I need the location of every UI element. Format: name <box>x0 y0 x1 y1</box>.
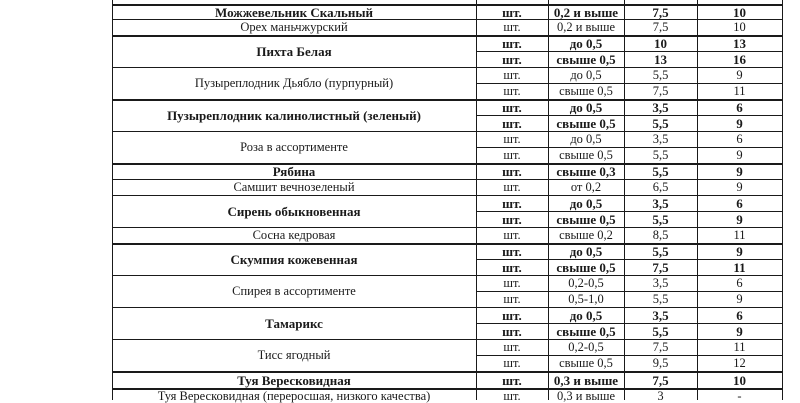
size-cell: 0,3 и выше <box>553 372 619 388</box>
row-rule <box>112 67 783 68</box>
item-name: Тамарикс <box>265 316 323 331</box>
row-rule <box>112 227 783 228</box>
item-name: Самшит вечнозеленый <box>233 180 355 194</box>
price2-cell: 9 <box>736 180 743 194</box>
item-name: Сосна кедровая <box>252 228 336 242</box>
size-cell: свыше 0,2 <box>559 228 613 242</box>
size-cell: свыше 0,5 <box>556 212 616 227</box>
unit-cell: шт. <box>503 20 521 34</box>
price2-cell: 9 <box>736 292 743 306</box>
price2-cell: 9 <box>736 148 743 162</box>
price-cell: 7,5 <box>652 4 669 20</box>
price-cell: 3,5 <box>652 308 669 323</box>
size-cell: 0,5-1,0 <box>568 292 604 306</box>
unit-cell: шт. <box>502 324 522 339</box>
size-cell: до 0,5 <box>569 244 603 259</box>
size-cell: свыше 0,5 <box>559 84 613 98</box>
item-name: Сирень обыкновенная <box>227 204 361 219</box>
price2-cell: 9 <box>736 324 743 339</box>
unit-cell: шт. <box>503 148 521 162</box>
price-cell: 3,5 <box>652 196 669 211</box>
size-cell: свыше 0,5 <box>556 52 616 67</box>
price2-cell: 11 <box>733 260 746 275</box>
unit-cell: шт. <box>502 308 522 323</box>
unit-cell: шт. <box>502 372 522 388</box>
column-rule <box>782 0 783 400</box>
price2-cell: 12 <box>733 356 746 370</box>
price-cell: 7,5 <box>652 340 669 354</box>
price2-cell: 6 <box>736 308 743 323</box>
price-cell: 6,5 <box>652 180 669 194</box>
price-cell: 5,5 <box>652 292 669 306</box>
unit-cell: шт. <box>502 100 522 115</box>
price2-cell: 11 <box>733 340 746 354</box>
price-cell: 5,5 <box>652 212 669 227</box>
item-name: Тисс ягодный <box>257 348 331 362</box>
price2-cell: 9 <box>736 244 743 259</box>
row-rule <box>112 179 783 180</box>
price2-cell: 10 <box>733 4 746 20</box>
price2-cell: 6 <box>736 100 743 115</box>
unit-cell: шт. <box>502 116 522 131</box>
unit-cell: шт. <box>503 356 521 370</box>
price-cell: 5,5 <box>652 148 669 162</box>
price2-cell: 9 <box>736 116 743 131</box>
size-cell: свыше 0,5 <box>559 356 613 370</box>
size-cell: 0,2-0,5 <box>568 276 604 290</box>
unit-cell: шт. <box>502 196 522 211</box>
row-rule <box>112 339 783 340</box>
price2-cell: 13 <box>733 36 746 51</box>
item-name: Пузыреплодник калинолистный (зеленый) <box>167 108 421 123</box>
size-cell: до 0,5 <box>569 308 603 323</box>
price-cell: 5,5 <box>652 116 669 131</box>
item-name: Спирея в ассортименте <box>232 284 356 298</box>
unit-cell: шт. <box>502 260 522 275</box>
price2-cell: 6 <box>736 276 743 290</box>
unit-cell: шт. <box>503 68 521 82</box>
row-rule <box>112 19 783 20</box>
size-cell: до 0,5 <box>569 100 603 115</box>
size-cell: 0,3 и выше <box>556 389 616 403</box>
item-name: Роза в ассортименте <box>240 140 348 154</box>
size-cell: свыше 0,5 <box>556 260 616 275</box>
price2-cell: 9 <box>736 164 743 179</box>
unit-cell: шт. <box>502 36 522 51</box>
row-rule <box>112 131 783 132</box>
unit-cell: шт. <box>502 4 522 20</box>
unit-cell: шт. <box>503 132 521 146</box>
price-cell: 7,5 <box>652 84 669 98</box>
unit-cell: шт. <box>503 340 521 354</box>
row-rule <box>112 275 783 276</box>
price-cell: 5,5 <box>652 324 669 339</box>
price-cell: 7,5 <box>652 20 669 34</box>
size-cell: до 0,5 <box>570 132 602 146</box>
price2-cell: 9 <box>736 68 743 82</box>
item-name: Туя Вересковидная (переросшая, низкого качества) <box>157 389 431 403</box>
item-name: Можжевельник Скальный <box>215 4 373 20</box>
unit-cell: шт. <box>503 180 521 194</box>
size-cell: от 0,2 <box>570 180 602 194</box>
price-cell: 8,5 <box>652 228 669 242</box>
unit-cell: шт. <box>503 84 521 98</box>
size-cell: 0,2-0,5 <box>568 340 604 354</box>
row-rule <box>112 307 783 308</box>
price2-cell: 10 <box>733 372 746 388</box>
price-cell: 13 <box>654 52 667 67</box>
item-name: Рябина <box>272 164 316 179</box>
size-cell: свыше 0,5 <box>559 148 613 162</box>
size-cell: до 0,5 <box>570 68 602 82</box>
price2-cell: 10 <box>733 20 746 34</box>
size-cell: свыше 0,5 <box>556 324 616 339</box>
price-cell: 9,5 <box>652 356 669 370</box>
price-cell: 5,5 <box>652 164 669 179</box>
price2-cell: 11 <box>733 228 746 242</box>
price-cell: 5,5 <box>652 244 669 259</box>
price2-cell: 6 <box>736 132 743 146</box>
size-cell: 0,2 и выше <box>553 4 619 20</box>
price2-cell: 16 <box>733 52 746 67</box>
price2-cell: 6 <box>736 196 743 211</box>
price-cell: 3,5 <box>652 276 669 290</box>
unit-cell: шт. <box>502 164 522 179</box>
item-name: Орех маньчжурский <box>240 20 348 34</box>
item-name: Пихта Белая <box>256 44 332 59</box>
price-cell: 3,5 <box>652 132 669 146</box>
size-cell: 0,2 и выше <box>556 20 616 34</box>
price-cell: 5,5 <box>652 68 669 82</box>
price2-cell: 11 <box>733 84 746 98</box>
unit-cell: шт. <box>503 389 521 403</box>
size-cell: свыше 0,5 <box>556 116 616 131</box>
item-name: Пузыреплодник Дьябло (пурпурный) <box>194 76 394 90</box>
unit-cell: шт. <box>503 228 521 242</box>
item-name: Туя Вересковидная <box>237 372 351 388</box>
item-name: Скумпия кожевенная <box>230 252 358 267</box>
unit-cell: шт. <box>502 52 522 67</box>
size-cell: до 0,5 <box>569 36 603 51</box>
price-cell: 3,5 <box>652 100 669 115</box>
size-cell: свыше 0,3 <box>556 164 616 179</box>
unit-cell: шт. <box>503 276 521 290</box>
price-cell: 7,5 <box>652 372 669 388</box>
price-cell: 10 <box>654 36 667 51</box>
row-rule <box>112 195 783 196</box>
column-rule <box>112 0 113 400</box>
price2-cell: 9 <box>736 212 743 227</box>
price-cell: 3 <box>657 389 664 403</box>
unit-cell: шт. <box>502 212 522 227</box>
unit-cell: шт. <box>502 244 522 259</box>
price2-cell: - <box>737 389 742 403</box>
size-cell: до 0,5 <box>569 196 603 211</box>
price-cell: 7,5 <box>652 260 669 275</box>
unit-cell: шт. <box>503 292 521 306</box>
